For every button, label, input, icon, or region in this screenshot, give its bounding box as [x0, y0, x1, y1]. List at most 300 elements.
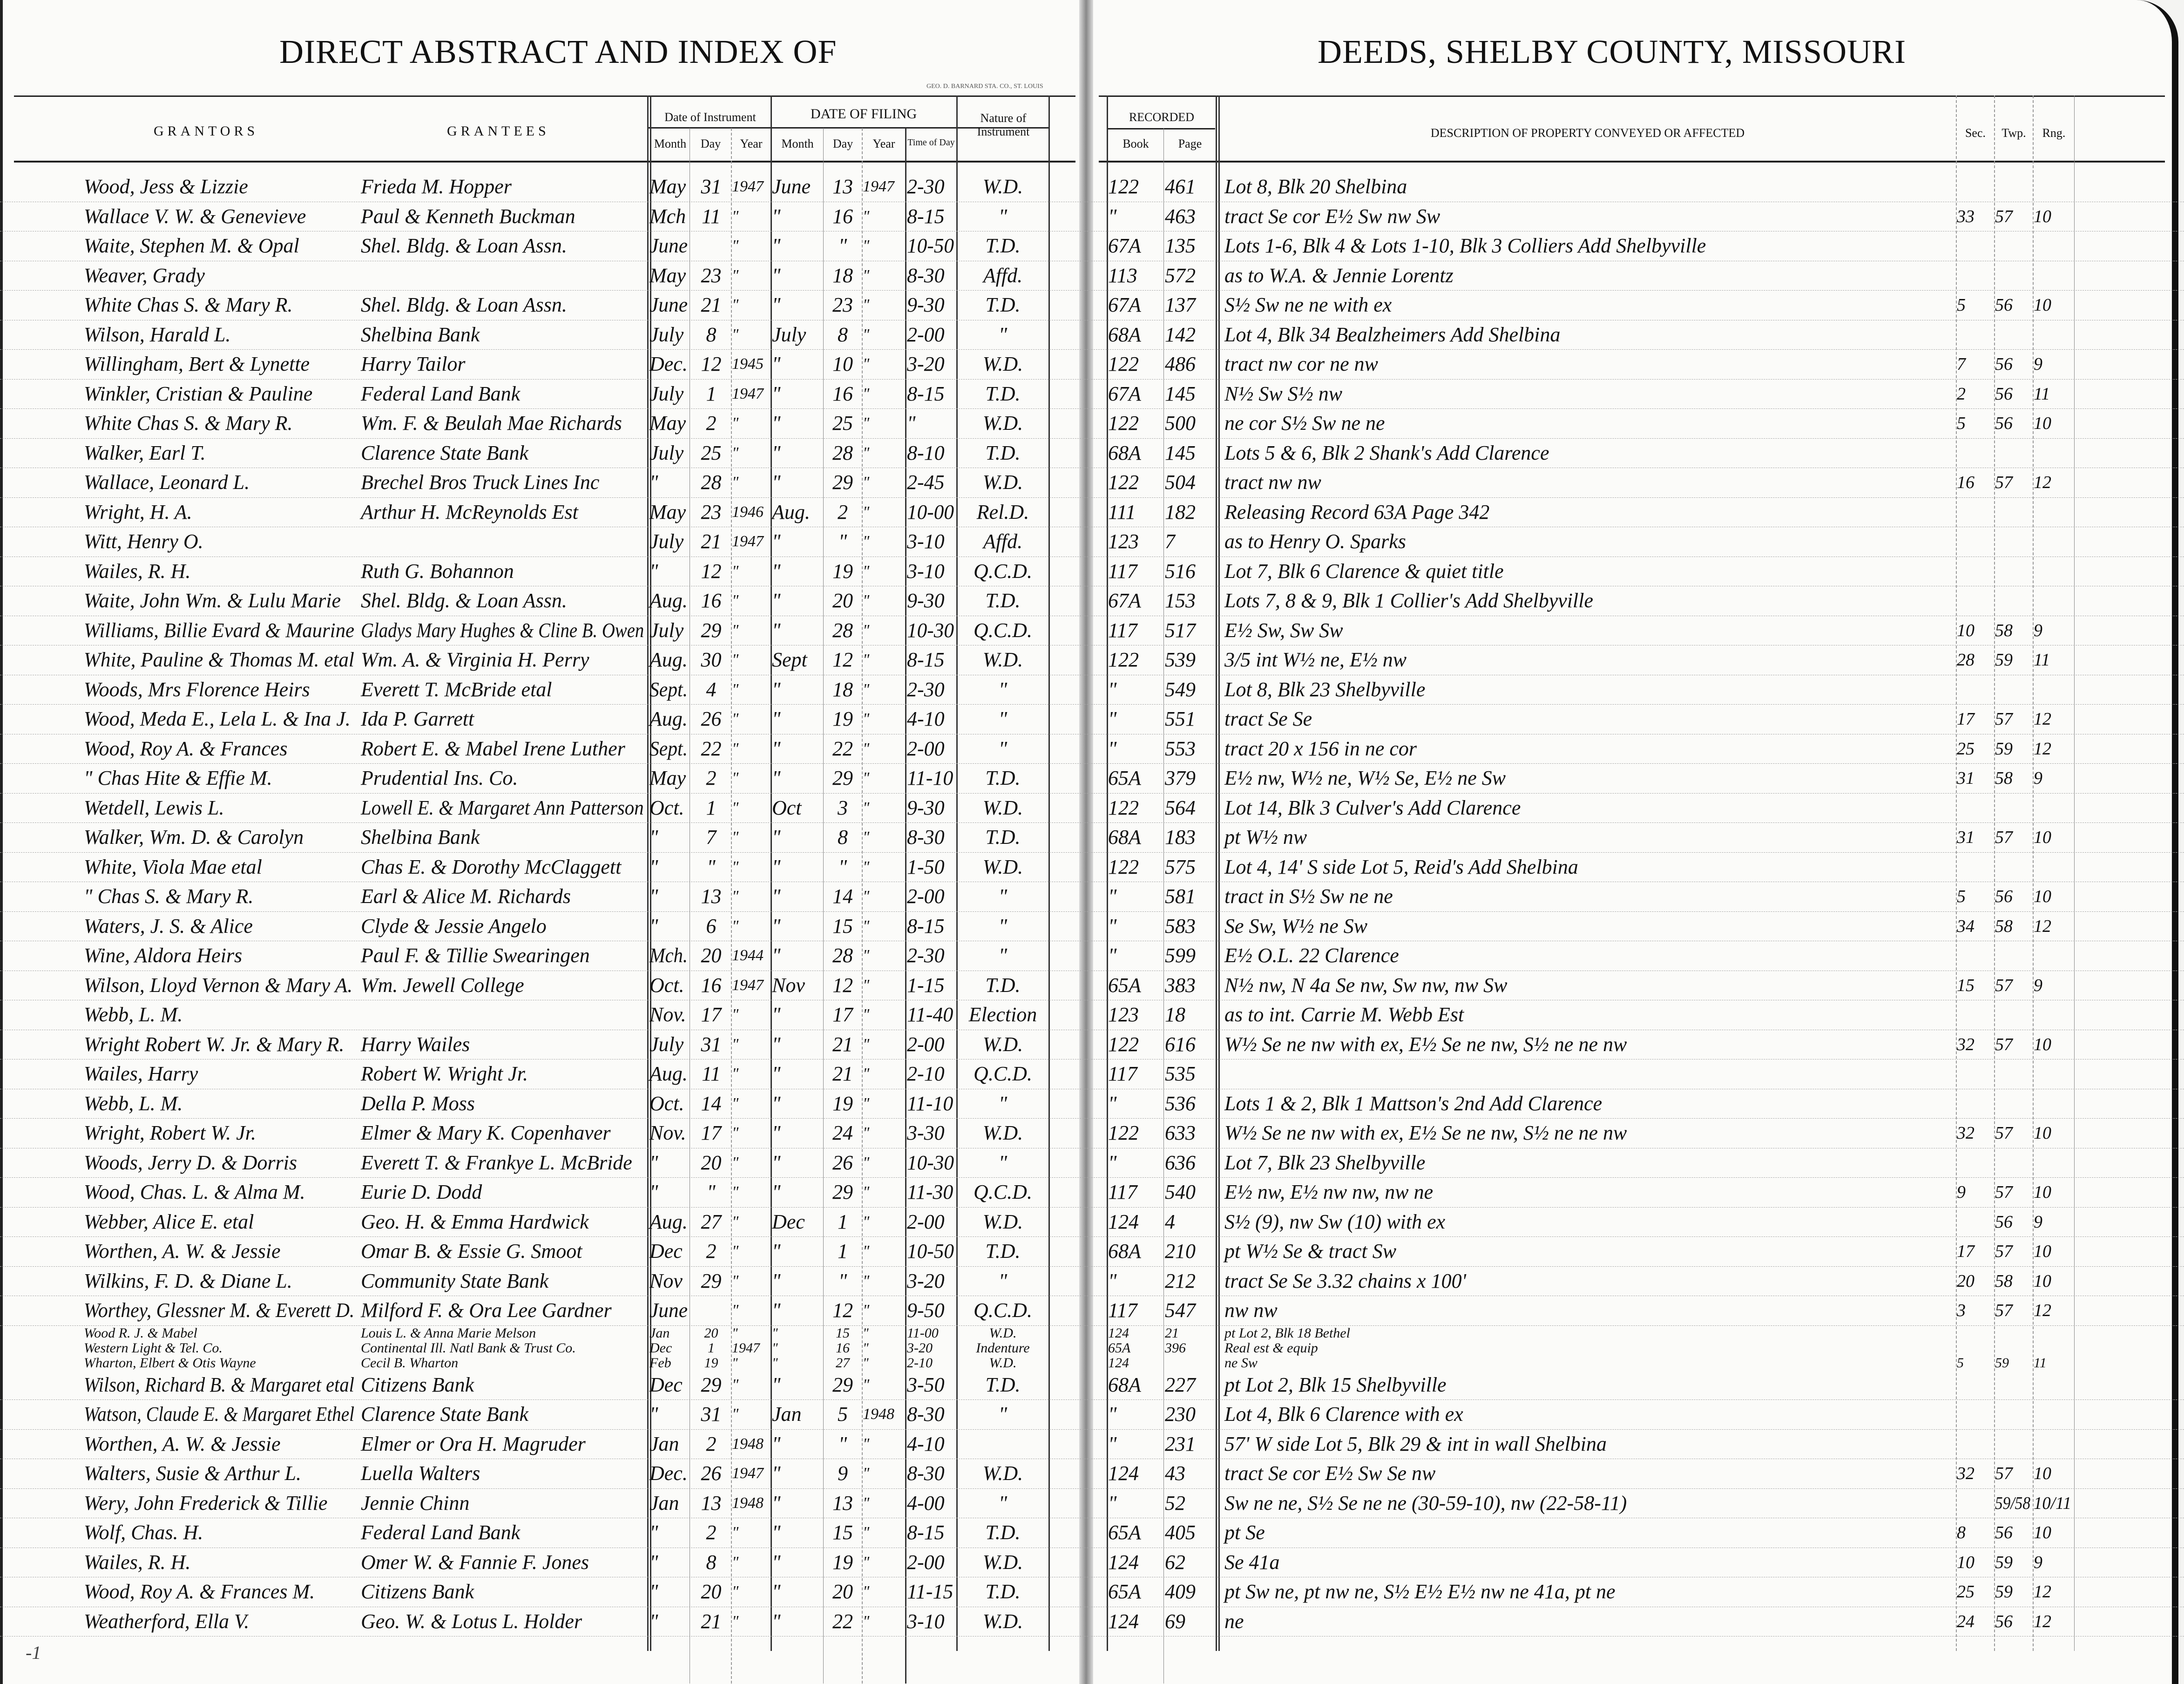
filing-time: 11-10 [907, 767, 953, 789]
nature-of-instrument-column [958, 1341, 1048, 1356]
ledger-row [0, 350, 2184, 380]
deed-entries [0, 172, 2184, 1636]
filing-year: " [863, 592, 870, 609]
filing-month-column [772, 645, 823, 674]
instrument-month-column [649, 1577, 690, 1606]
filing-time: 8-10 [907, 441, 945, 464]
nature-of-instrument: W.D. [982, 412, 1023, 435]
grantee-cell: Chas E. & Dorothy McClaggett [361, 855, 622, 878]
recorded-book-column [1108, 1296, 1163, 1325]
grantee-cell-column [361, 912, 646, 941]
property-description-column [1224, 734, 1951, 763]
grantee-cell-column [361, 291, 646, 319]
section-column [1957, 1459, 1994, 1488]
instrument-year: " [732, 621, 739, 639]
section: 25 [1957, 739, 1974, 759]
grantor-cell-column [84, 1148, 356, 1177]
instrument-day-column [691, 1430, 731, 1459]
section-column [1957, 853, 1994, 882]
nature-of-instrument-column [958, 794, 1048, 822]
instrument-year-column [732, 1430, 771, 1459]
filing-time: 8-30 [907, 1462, 945, 1485]
filing-day-column [824, 941, 861, 970]
instrument-day: 17 [701, 1121, 722, 1144]
township-column [1995, 1577, 2032, 1606]
instrument-day-column [691, 1208, 731, 1236]
instrument-year-column [732, 291, 771, 319]
recorded-page-column [1165, 853, 1215, 882]
range-column [2034, 616, 2073, 645]
instrument-day: 6 [706, 914, 717, 937]
range-column [2034, 645, 2073, 674]
filing-time: 8-15 [907, 648, 945, 671]
instrument-month: Dec. [649, 1462, 688, 1485]
filing-time: 2-00 [907, 323, 945, 346]
filing-day: 28 [832, 618, 853, 642]
nature-of-instrument: T.D. [985, 293, 1021, 316]
recorded-page-column [1165, 1267, 1215, 1296]
recorded-book-column [1108, 261, 1163, 290]
grantee-cell: Shel. Bldg. & Loan Assn. [361, 293, 567, 316]
header-inst-year: Year [740, 137, 763, 150]
grantee-cell-column [361, 557, 646, 586]
grantee-cell: Harry Tailor [361, 353, 466, 375]
instrument-day-column [691, 202, 731, 231]
range-column [2034, 498, 2073, 527]
property-description-column [1224, 172, 1951, 201]
property-description: ne Sw [1224, 1355, 1258, 1371]
grantor-cell: Wood, Roy A. & Frances [84, 737, 288, 760]
filing-month-column [772, 1148, 823, 1177]
grantor-cell-column [84, 616, 356, 645]
instrument-month-column [649, 882, 690, 911]
recorded-page: 536 [1165, 1092, 1196, 1115]
recorded-page-column [1165, 1326, 1215, 1341]
recorded-page: 486 [1165, 353, 1196, 375]
instrument-month-column [649, 1267, 690, 1296]
filing-time-column [907, 1400, 956, 1429]
ledger-row [0, 1548, 2184, 1578]
recorded-page: 551 [1165, 707, 1196, 730]
recorded-book-column [1108, 734, 1163, 763]
filing-month-column [772, 1341, 823, 1356]
recorded-page-column [1165, 764, 1215, 793]
recorded-book: " [1108, 204, 1117, 228]
recorded-book-column [1108, 1371, 1163, 1399]
grantee-cell-column [361, 675, 646, 704]
range-column [2034, 794, 2073, 822]
township-column [1995, 823, 2032, 852]
instrument-year: " [732, 296, 739, 313]
grantor-cell: Western Light & Tel. Co. [84, 1340, 223, 1356]
instrument-year: " [732, 1302, 739, 1319]
range-column [2034, 1341, 2073, 1356]
instrument-day: 13 [701, 1491, 722, 1514]
grantee-cell-column [361, 1400, 646, 1429]
grantor-cell: Walker, Earl T. [84, 441, 206, 464]
ledger-row [0, 1400, 2184, 1430]
filing-day-column [824, 1430, 861, 1459]
property-description: N½ nw, N 4a Se nw, Sw nw, nw Sw [1224, 973, 1508, 997]
instrument-month-column [649, 734, 690, 763]
instrument-month-column [649, 764, 690, 793]
filing-month-column [772, 1059, 823, 1088]
instrument-day: 2 [706, 1432, 717, 1455]
property-description: Sw ne ne, S½ Se ne ne (30-59-10), nw (22-58-11) [1224, 1491, 1627, 1514]
instrument-year: 1947 [732, 1465, 764, 1482]
instrument-year-column [732, 1371, 771, 1399]
filing-year: " [863, 503, 870, 521]
instrument-month: Oct. [649, 973, 684, 997]
grantor-cell: Wallace V. W. & Genevieve [84, 204, 306, 228]
grantor-cell: Winkler, Cristian & Pauline [84, 382, 313, 405]
section-column [1957, 1577, 1994, 1606]
instrument-month: " [649, 914, 658, 937]
recorded-book: 122 [1108, 353, 1139, 375]
ledger-row [0, 882, 2184, 912]
range-column [2034, 320, 2073, 349]
instrument-day-column [691, 1577, 731, 1606]
recorded-book-column [1108, 1607, 1163, 1636]
instrument-year-column [732, 527, 771, 556]
grantor-cell: Wilkins, F. D. & Diane L. [84, 1269, 292, 1292]
recorded-book: " [1108, 885, 1117, 908]
grantee-cell-column [361, 1148, 646, 1177]
nature-of-instrument-column [958, 380, 1048, 408]
township: 57 [1995, 1034, 2013, 1054]
recorded-page: 540 [1165, 1181, 1196, 1203]
grantor-cell: Woods, Jerry D. & Dorris [84, 1151, 297, 1174]
grantor-cell-column [84, 1296, 356, 1325]
nature-of-instrument-column [958, 527, 1048, 556]
filing-year-column [863, 468, 905, 497]
header-page: Page [1178, 137, 1202, 150]
section-column [1957, 1059, 1994, 1088]
instrument-day-column [691, 409, 731, 438]
recorded-book-column [1108, 1326, 1163, 1341]
section-column [1957, 823, 1994, 852]
grantee-cell-column [361, 1430, 646, 1459]
filing-month-column [772, 1000, 823, 1029]
grantor-cell: " Chas Hite & Effie M. [84, 767, 272, 789]
recorded-page-column [1165, 1489, 1215, 1518]
filing-month-column [772, 439, 823, 468]
nature-of-instrument: Affd. [983, 530, 1023, 553]
township-column [1995, 1237, 2032, 1266]
recorded-book: " [1108, 914, 1117, 937]
section-column [1957, 1296, 1994, 1325]
instrument-month-column [649, 1148, 690, 1177]
section: 16 [1957, 473, 1974, 492]
filing-year-column [863, 675, 905, 704]
recorded-page-column [1165, 1459, 1215, 1488]
filing-month: " [772, 1609, 781, 1633]
grantee-cell-column [361, 705, 646, 733]
property-description: Lots 1-6, Blk 4 & Lots 1-10, Blk 3 Colliers Add Shelbyville [1224, 234, 1706, 257]
instrument-day: 27 [701, 1210, 722, 1233]
nature-of-instrument: T.D. [985, 1240, 1021, 1263]
ledger-row [0, 823, 2184, 853]
grantee-cell-column [361, 1119, 646, 1148]
filing-day-column [824, 1089, 861, 1118]
recorded-page-column [1165, 734, 1215, 763]
filing-year: " [863, 1435, 870, 1453]
grantor-cell-column [84, 172, 356, 201]
property-description-column [1224, 823, 1951, 852]
filing-month: " [772, 826, 781, 849]
header-book: Book [1122, 137, 1149, 150]
instrument-month: Dec [649, 1340, 672, 1356]
filing-year-column [863, 1267, 905, 1296]
property-description: S½ Sw ne ne with ex [1224, 293, 1392, 316]
instrument-year: " [732, 799, 739, 816]
filing-month: " [772, 737, 781, 760]
grantee-cell: Earl & Alice M. Richards [361, 885, 571, 908]
grantor-cell: White Chas S. & Mary R. [84, 293, 293, 316]
township-column [1995, 1548, 2032, 1577]
recorded-page-column [1165, 823, 1215, 852]
filing-month: " [772, 1299, 781, 1322]
instrument-year-column [732, 882, 771, 911]
filing-year: " [863, 1494, 870, 1512]
range-column [2034, 1296, 2073, 1325]
range-column [2034, 912, 2073, 941]
nature-of-instrument: T.D. [985, 826, 1021, 849]
filing-time-column [907, 1148, 956, 1177]
township-column [1995, 941, 2032, 970]
township: 56 [1995, 414, 2013, 433]
property-description: Lots 7, 8 & 9, Blk 1 Collier's Add Shelbyville [1224, 589, 1593, 612]
township-column [1995, 1089, 2032, 1118]
filing-day-column [824, 1489, 861, 1518]
recorded-book: 124 [1108, 1210, 1139, 1233]
instrument-year: " [732, 1124, 739, 1141]
property-description: E½ O.L. 22 Clarence [1224, 944, 1399, 967]
recorded-page: 461 [1165, 175, 1196, 198]
filing-time: " [907, 412, 916, 435]
range-column [2034, 1000, 2073, 1029]
filing-day: 8 [838, 826, 848, 849]
recorded-subheader-rule [1108, 128, 1215, 129]
grantee-cell-column [361, 172, 646, 201]
instrument-day: 22 [701, 737, 722, 760]
instrument-day: 31 [701, 175, 722, 198]
instrument-day-column [691, 1400, 731, 1429]
filing-month: " [772, 1092, 781, 1115]
instrument-month: Feb [649, 1355, 671, 1371]
instrument-day: 21 [701, 1609, 722, 1633]
instrument-day-column [691, 1059, 731, 1088]
grantor-cell-column [84, 1208, 356, 1236]
filing-year-column [863, 1518, 905, 1547]
filing-year-column [863, 1089, 905, 1118]
filing-month-column [772, 1459, 823, 1488]
instrument-day-column [691, 1089, 731, 1118]
section-column [1957, 705, 1994, 733]
instrument-year-column [732, 1459, 771, 1488]
grantor-cell-column [84, 1577, 356, 1606]
recorded-page: 379 [1165, 767, 1196, 789]
filing-year-column [863, 734, 905, 763]
recorded-book-column [1108, 1548, 1163, 1577]
instrument-day: 29 [701, 618, 722, 642]
instrument-day-column [691, 882, 731, 911]
filing-day: 19 [832, 1092, 853, 1115]
grantor-cell-column [84, 645, 356, 674]
nature-of-instrument-column [958, 1400, 1048, 1429]
recorded-page: 69 [1165, 1609, 1185, 1633]
filing-month-column [772, 1089, 823, 1118]
filing-time-column [907, 1030, 956, 1059]
instrument-year: " [732, 414, 739, 432]
property-description: E½ nw, W½ ne, W½ Se, E½ ne Sw [1224, 767, 1506, 789]
instrument-month: Jan [649, 1432, 679, 1455]
section: 17 [1957, 1242, 1974, 1261]
section-column [1957, 1148, 1994, 1177]
filing-time: 3-30 [907, 1121, 945, 1144]
instrument-month: May [649, 767, 686, 789]
grantor-cell: Wharton, Elbert & Otis Wayne [84, 1355, 256, 1371]
grantor-cell: Wailes, R. H. [84, 1550, 191, 1574]
recorded-book-column [1108, 1356, 1163, 1371]
property-description: tract Se cor E½ Sw nw Sw [1224, 204, 1440, 228]
instrument-day-column [691, 1326, 731, 1341]
instrument-day-column [691, 1296, 731, 1325]
filing-month-column [772, 912, 823, 941]
grantor-cell: Webber, Alice E. etal [84, 1210, 254, 1233]
property-description-column [1224, 1237, 1951, 1266]
recorded-page-column [1165, 971, 1215, 1000]
instrument-year-column [732, 1577, 771, 1606]
range-column [2034, 853, 2073, 882]
grantee-cell: Clyde & Jessie Angelo [361, 914, 547, 937]
filing-day: 29 [832, 767, 853, 789]
filing-day: 20 [832, 1580, 853, 1603]
filing-year-column [863, 586, 905, 615]
filing-month: " [772, 944, 781, 967]
filing-year-column [863, 409, 905, 438]
filing-year-column [863, 291, 905, 319]
range-column [2034, 1400, 2073, 1429]
filing-time: 8-15 [907, 914, 945, 937]
nature-of-instrument: W.D. [989, 1325, 1017, 1341]
filing-time-column [907, 291, 956, 319]
grantee-cell: Robert E. & Mabel Irene Luther [361, 737, 625, 760]
nature-of-instrument-column [958, 734, 1048, 763]
instrument-month: " [649, 826, 658, 849]
filing-year-column [863, 853, 905, 882]
nature-of-instrument: Election [968, 1003, 1037, 1026]
filing-month-column [772, 1356, 823, 1371]
ledger-row [0, 1459, 2184, 1489]
filing-month: " [772, 1032, 781, 1056]
ledger-row [0, 1489, 2184, 1519]
section-column [1957, 912, 1994, 941]
recorded-page: 504 [1165, 471, 1196, 494]
instrument-month: July [649, 382, 684, 405]
filing-time-column [907, 586, 956, 615]
instrument-day-column [691, 350, 731, 379]
grantor-cell-column [84, 586, 356, 615]
filing-month-column [772, 1548, 823, 1577]
filing-day: 1 [838, 1240, 848, 1263]
recorded-book-column [1108, 231, 1163, 260]
recorded-page-column [1165, 380, 1215, 408]
filing-day-column [824, 675, 861, 704]
instrument-month: Oct. [649, 796, 684, 819]
property-description-column [1224, 1148, 1951, 1177]
instrument-day-column [691, 1548, 731, 1577]
grantor-cell: Waite, John Wm. & Lulu Marie [84, 589, 341, 612]
instrument-year: 1947 [732, 178, 764, 195]
nature-of-instrument-column [958, 1430, 1048, 1459]
grantor-cell-column [84, 202, 356, 231]
filing-year: " [863, 1006, 870, 1023]
nature-of-instrument: T.D. [985, 382, 1021, 405]
nature-of-instrument: " [998, 678, 1007, 701]
recorded-page: 230 [1165, 1403, 1196, 1426]
section-column [1957, 439, 1994, 468]
filing-day: 15 [836, 1325, 850, 1341]
instrument-year-column [732, 1326, 771, 1341]
filing-month: Aug. [772, 500, 810, 523]
nature-of-instrument-column [958, 1000, 1048, 1029]
header-inst-month: Month [654, 137, 687, 150]
filing-month: " [772, 1269, 781, 1292]
grantor-cell-column [84, 734, 356, 763]
recorded-book: 124 [1108, 1550, 1139, 1574]
recorded-page: 549 [1165, 678, 1196, 701]
grantor-cell: Webb, L. M. [84, 1003, 183, 1026]
section: 10 [1957, 620, 1974, 640]
property-description-column [1224, 1430, 1951, 1459]
filing-year: " [863, 947, 870, 964]
instrument-day: 21 [701, 293, 722, 316]
filing-time-column [907, 1459, 956, 1488]
filing-month-column [772, 1208, 823, 1236]
recorded-book-column [1108, 971, 1163, 1000]
township-column [1995, 794, 2032, 822]
instrument-year-column [732, 823, 771, 852]
grantor-cell-column [84, 1000, 356, 1029]
nature-of-instrument: Q.C.D. [974, 1062, 1032, 1085]
instrument-year: 1944 [732, 947, 764, 964]
recorded-page-column [1165, 1607, 1215, 1636]
instrument-day-column [691, 320, 731, 349]
grantee-cell-column [361, 468, 646, 497]
section: 32 [1957, 1123, 1974, 1143]
instrument-year-column [732, 1148, 771, 1177]
range-column [2034, 1518, 2073, 1547]
nature-of-instrument-column [958, 1030, 1048, 1059]
filing-year: " [863, 1465, 870, 1482]
filing-month: " [772, 204, 781, 228]
township: 59 [1995, 1552, 2013, 1572]
filing-day: 10 [832, 353, 853, 375]
filing-month-column [772, 764, 823, 793]
filing-time-column [907, 764, 956, 793]
instrument-year-column [732, 439, 771, 468]
grantor-cell: Watson, Claude E. & Margaret Ethel [84, 1403, 355, 1426]
filing-year: " [863, 1272, 870, 1290]
filing-time-column [907, 172, 956, 201]
property-description-column [1224, 941, 1951, 970]
township-column [1995, 409, 2032, 438]
filing-year-column [863, 1489, 905, 1518]
township-column [1995, 557, 2032, 586]
nature-of-instrument-column [958, 320, 1048, 349]
township-column [1995, 1430, 2032, 1459]
